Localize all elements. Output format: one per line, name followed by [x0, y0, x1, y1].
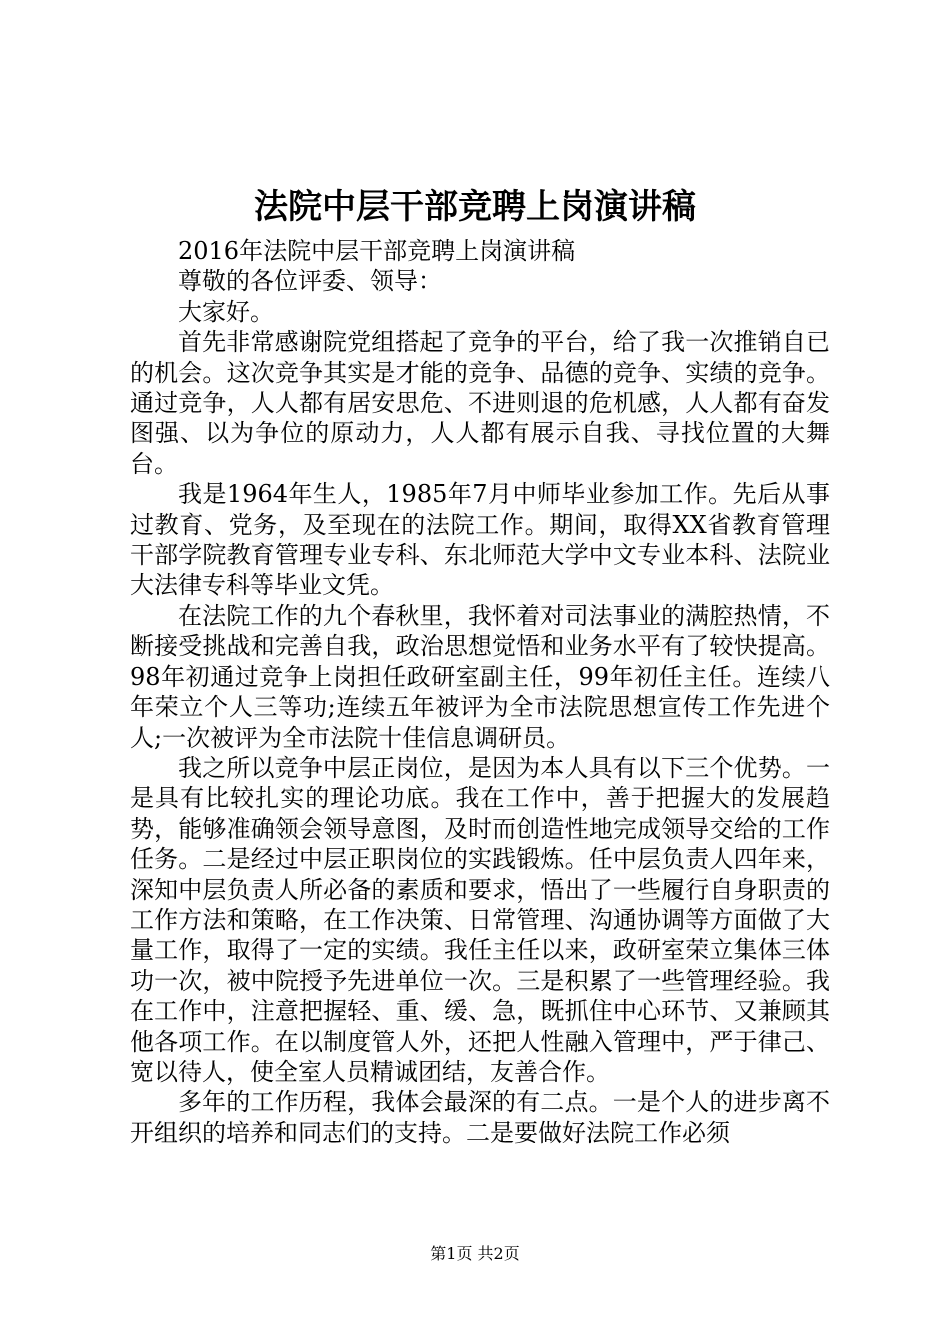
page-footer: 第1页 共2页: [430, 1244, 520, 1263]
paragraph-background: 我是1964年生人，1985年7月中师毕业参加工作。先后从事过教育、党务，及至现在的法院工作。期间，取得XX省教育管理干部学院教育管理专业专科、东北师范大学中文专业本科、法院业大法律专科等毕业文凭。: [130, 480, 830, 600]
paragraph-experience: 多年的工作历程，我体会最深的有二点。一是个人的进步离不开组织的培养和同志们的支持。二是要做好法院工作必须: [130, 1088, 830, 1147]
paragraph-advantages: 我之所以竞争中层正岗位，是因为本人具有以下三个优势。一是具有比较扎实的理论功底。我在工作中，善于把握大的发展趋势，能够准确领会领导意图，及时而创造性地完成领导交给的工作任务。二是经过中层正职岗位的实践锻炼。任中层负责人四年来，深知中层负责人所必备的素质和要求，悟出了一些履行自身职责的工作方法和策略，在工作决策、日常管理、沟通协调等方面做了大量工作，取得了一定的实绩。我任主任以来，政研室荣立集体三体功一次，被中院授予先进单位一次。三是积累了一些管理经验。我在工作中，注意把握轻、重、缓、急，既抓住中心环节、又兼顾其他各项工作。在以制度管人外，还把人性融入管理中，严于律己、宽以待人，使全室人员精诚团结，友善合作。: [130, 753, 830, 1086]
paragraph-achievements: 在法院工作的九个春秋里，我怀着对司法事业的满腔热情，不断接受挑战和完善自我，政治思想觉悟和业务水平有了较快提高。98年初通过竞争上岗担任政研室副主任，99年初任主任。连续八年荣立个人三等功;连续五年被评为全市法院思想宣传工作先进个人;一次被评为全市法院十佳信息调研员。: [130, 601, 830, 752]
document-title: 法院中层干部竞聘上岗演讲稿: [254, 187, 696, 227]
paragraph-greeting: 大家好。: [178, 297, 274, 326]
paragraph-salutation: 尊敬的各位评委、领导：: [178, 267, 442, 296]
paragraph-heading-line: 2016年法院中层干部竞聘上岗演讲稿: [178, 237, 576, 265]
paragraph-opening: 首先非常感谢院党组搭起了竞争的平台，给了我一次推销自已的机会。这次竞争其实是才能的竞争、品德的竞争、实绩的竞争。通过竞争，人人都有居安思危、不进则退的危机感，人人都有奋发图强、以为争位的原动力，人人都有展示自我、寻找位置的大舞台。: [130, 328, 830, 478]
document-body: [130, 236, 830, 1148]
